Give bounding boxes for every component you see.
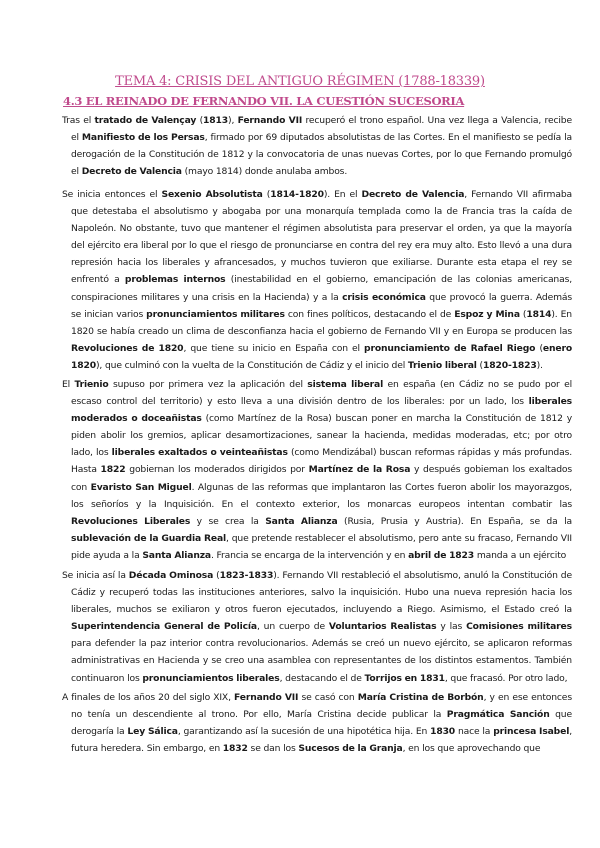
paragraph-cuestion-sucesoria: A finales de los años 20 del siglo XIX, Fernando VII se casó con María Cristina de Borbón, y en ese entonces no tenía un descendiente al trono. Por ello, María Cristina decide publicar la Pragmática Sanción que derogaría la Ley Sálica, garantizando así la sucesión de una hipotética hija. En 1830 nace la princesa Isabel, futura heredera. Sin embargo, en 1832 se dan los Sucesos de la Granja, en los que aprovechando que xyxy=(62,692,572,755)
paragraph-trienio-liberal: El Trienio supuso por primera vez la aplicación del sistema liberal en españa (en Cádiz no se pudo por el escaso control del territorio) y esto lleva a una división dentro de los liberales: por un lado, los liberales moderados o doceañistas (como Martínez de la Rosa) buscan poner en marcha la Constitución de 1812 y piden abolir los gremios, aplicar desamortizaciones, sanear la hacienda, medidas moderadas, etc; por otro lado, los liberales exaltados o veinteañistas (como Mendizábal) buscan reformas rápidas y más profundas. Hasta 1822 gobiernan los moderados dirigidos por Martínez de la Rosa y después gobieman los exaltados con Evaristo San Miguel. Algunas de las reformas que implantaron las Cortes fueron abolir los mayorazgos, los señoríos y la Inquisición. En el contexto exterior, los monarcas europeos intentan combatir las Revoluciones Liberales y se crea la Santa Alianza (Rusia, Prusia y Austria). En España, se da la sublevación de la Guardia Real, que pretende restablecer el absolutismo, pero ante su fracaso, Fernando VII pide ayuda a la Santa Alianza. Francia se encarga de la intervención y en abril de 1823 manda a un ejército xyxy=(62,379,573,561)
document-title: TEMA 4: CRISIS DEL ANTIGUO RÉGIMEN (1788-18339) xyxy=(115,74,485,89)
paragraph-sexenio-absolutista: Se inicia entonces el Sexenio Absolutista (1814-1820). En el Decreto de Valencia, Fernando VII afirmaba que detestaba el absolutismo y abogaba por una monarquía templada como la de Francia tras la caída de Napoleón. No obstante, tuvo que mantener el régimen absolutista para preservar el orden, ya que la mayoría del ejército era liberal por lo que el riesgo de pronunciarse en contra del rey era muy alto. Esto llevó a una dura represión hacia los liberales y afrancesados, y muchos tuvieron que exiliarse. Durante esta etapa el rey se enfrentó a problemas internos (inestabilidad en el gobierno, emancipación de las colonias americanas, conspiraciones militares y una crisis en la Hacienda) y a la crisis económica que provocó la guerra. Además se inician varios pronunciamientos militares con fines políticos, destacando el de Espoz y Mina (1814). En 1820 se había creado un clima de desconfianza hacia el gobierno de Fernando VII y en Europa se producen las Revoluciones de 1820, que tiene su inicio en España con el pronunciamiento de Rafael Riego (enero 1820), que culminó con la vuelta de la Constitución de Cádiz y el inicio del Trienio liberal (1820-1823). xyxy=(62,189,572,371)
section-heading: 4.3 EL REINADO DE FERNANDO VII. LA CUESTIÓN SUCESORIA xyxy=(63,94,465,108)
paragraph-valencay: Tras el tratado de Valençay (1813), Fernando VII recuperó el trono español. Una vez llega a Valencia, recibe el Manifiesto de los Persas, firmado por 69 diputados absolutistas de las Cortes. En el manifiesto se pedía la derogación de la Constitución de 1812 y la convocatoria de unas nuevas Cortes, por lo que Fernando promulgó el Decreto de Valencia (mayo 1814) donde anulaba ambos. xyxy=(62,115,572,178)
paragraph-decada-ominosa: Se inicia así la Década Ominosa (1823-1833). Fernando VII restableció el absolutismo, anuló la Constitución de Cádiz y recuperó todas las instituciones anteriores, salvo la inquisición. Hubo una nueva represión hacia los liberales, muchos se exiliaron y otros fueron ejecutados, incluyendo a Riego. Asimismo, el Estado creó la Superintendencia General de Policía, un cuerpo de Voluntarios Realistas y las Comisiones militares para defender la paz interior contra revolucionarios. Además se creó un nuevo ejército, se aplicaron reformas administrativas en Hacienda y se creo una asamblea con representantes de los distintos estamentos. También continuaron los pronunciamientos liberales, destacando el de Torrijos en 1831, que fracasó. Por otro lado, xyxy=(62,570,572,684)
